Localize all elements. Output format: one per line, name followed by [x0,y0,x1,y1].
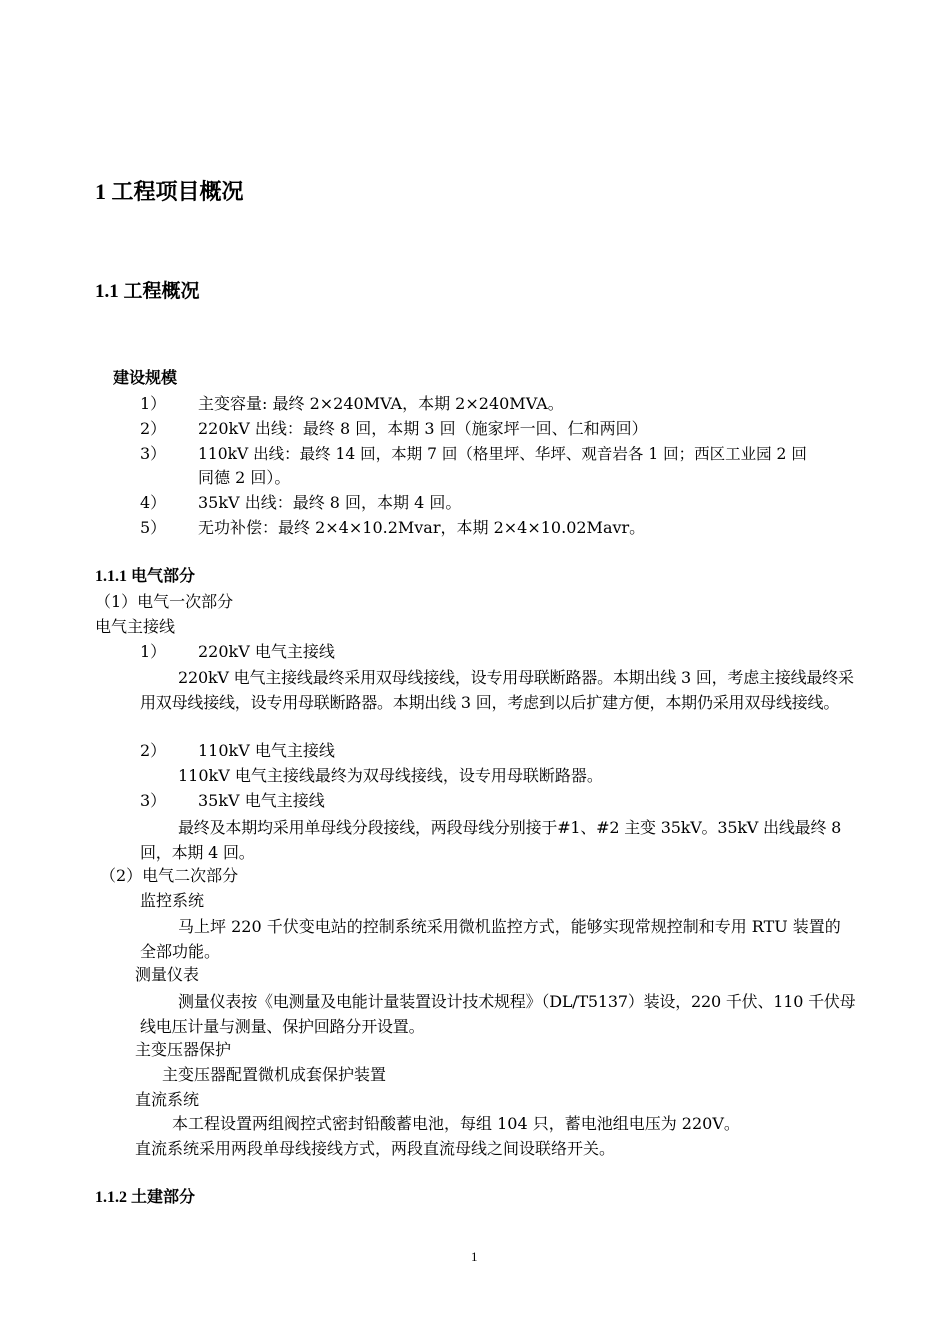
primary-section-title: （1）电气一次部分 [95,592,234,611]
wiring-item-title: 35kV 电气主接线 [198,791,325,810]
scale-item-num: 2） [140,419,167,438]
heading-1-1: 1.1 工程概况 [95,281,200,302]
scale-item-text: 35kV 出线：最终 8 回，本期 4 回。 [198,493,462,512]
wiring-item-title: 110kV 电气主接线 [198,741,335,760]
wiring-item-num: 1） [140,642,167,661]
scale-item-num: 4） [140,493,167,512]
heading-1-1-1: 1.1.1 电气部分 [95,568,196,585]
scale-item-text: 220kV 出线：最终 8 回，本期 3 回（施家坪一回、仁和两回） [198,419,648,438]
scale-item-text: 110kV 出线：最终 14 回，本期 7 回（格里坪、华坪、观音岩各 1 回；西区工业园 2 回 [198,445,807,463]
scale-item-num: 3） [140,444,167,463]
scale-item-num: 5） [140,518,167,537]
wiring-item-title: 220kV 电气主接线 [198,642,335,661]
wiring-110kv-paragraph: 110kV 电气主接线最终为双母线接线，设专用母联断路器。 [178,766,603,785]
protection-title: 主变压器保护 [135,1040,232,1059]
scale-item-text: 主变容量: 最终 2×240MVA，本期 2×240MVA。 [198,394,564,413]
wiring-220kv-paragraph: 220kV 电气主接线最终采用双母线接线，设专用母联断路器。本期出线 3 回，考虑主接线最终采用双母线接线，设专用母联断路器。本期出线 3 回，考虑到以后扩建方便，本期仍采用双母线接线。 [140,668,854,712]
scale-item-num: 1） [140,394,167,413]
scale-item-text-cont: 同德 2 回）。 [198,468,291,487]
monitor-paragraph: 马上坪 220 千伏变电站的控制系统采用微机监控方式，能够实现常规控制和专用 RTU 装置的全部功能。 [140,917,841,961]
secondary-section-title: （2）电气二次部分 [100,866,239,885]
wiring-item-num: 3） [140,791,167,810]
wiring-item-num: 2） [140,741,167,760]
scale-title: 建设规模 [113,368,178,387]
meter-title: 测量仪表 [135,965,200,984]
dc-line-1: 本工程设置两组阀控式密封铅酸蓄电池，每组 104 只，蓄电池组电压为 220V。 [172,1114,740,1133]
page-number: 1 [471,1249,478,1264]
monitor-title: 监控系统 [140,891,205,910]
heading-1: 1 工程项目概况 [95,179,244,204]
main-wiring-title: 电气主接线 [95,617,176,636]
protection-text: 主变压器配置微机成套保护装置 [162,1065,387,1084]
dc-title: 直流系统 [135,1090,200,1109]
dc-line-2: 直流系统采用两段单母线接线方式，两段直流母线之间设联络开关。 [135,1139,616,1158]
wiring-35kv-paragraph: 最终及本期均采用单母线分段接线，两段母线分别接于#1、#2 主变 35kV。35kV 出线最终 8 回，本期 4 回。 [140,818,842,862]
heading-1-1-2: 1.1.2 土建部分 [95,1189,196,1206]
meter-paragraph: 测量仪表按《电测量及电能计量装置设计技术规程》（DL/T5137）装设，220 千伏、110 千伏母线电压计量与测量、保护回路分开设置。 [140,992,856,1036]
scale-item-text: 无功补偿：最终 2×4×10.2Mvar，本期 2×4×10.02Mavr。 [198,518,646,537]
